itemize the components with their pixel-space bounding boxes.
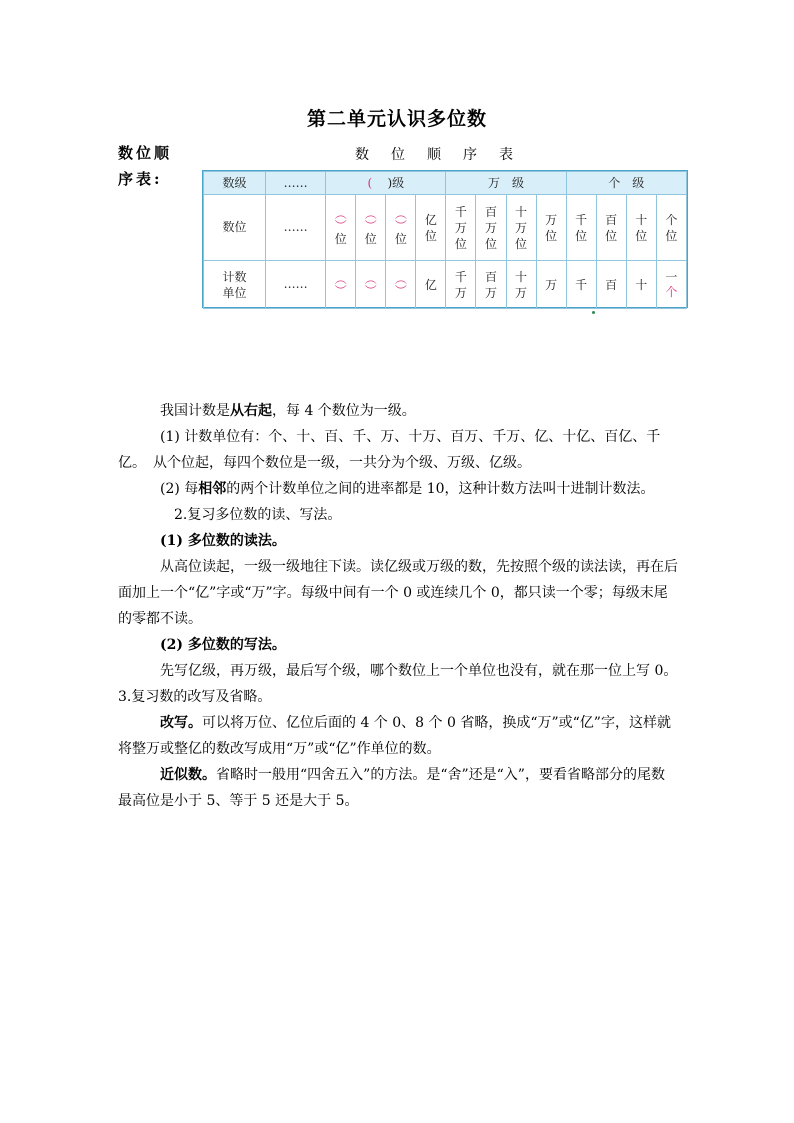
blank-unit-cell: ︵ ︶: [386, 261, 416, 309]
unit-cell: 亿: [416, 261, 446, 309]
paragraph: 从高位读起，一级一级地往下读。读亿级或万级的数，先按照个级的读法读，再在后面加上一个“亿”字或“万”字。每级中间有一个 0 或连续几个 0，都只读一个零；每级末尾的零都不读。: [118, 559, 678, 627]
unit-cell: 千万: [446, 261, 476, 309]
paragraph: 2.复习多位数的读、写法。: [174, 507, 342, 523]
paragraph: 近似数。省略时一般用“四舍五入”的方法。是“舍”还是“入”，要看省略部分的尾数最高位是小于 5、等于 5 还是大于 5。: [118, 767, 665, 809]
decorative-dot: [592, 311, 595, 314]
blank-place-cell: ︵ ︶ 位: [386, 195, 416, 261]
blank-unit-cell: ︵ ︶: [356, 261, 386, 309]
subheading: (2) 多位数的写法。: [160, 637, 286, 653]
unit-cell-answer: 一 个: [656, 261, 686, 309]
yi-level-blank: (: [367, 175, 373, 190]
place-cell: 十万位: [506, 195, 536, 261]
place-cell: 百位: [596, 195, 626, 261]
section-label: 数位顺序表:: [118, 144, 173, 188]
main-content: [118, 398, 685, 814]
ellipsis-cell: ……: [266, 172, 326, 195]
place-row: [204, 195, 687, 261]
table-caption: 数位顺序表: [355, 147, 535, 163]
place-cell: 个位: [656, 195, 686, 261]
ge-level-cell: 个 级: [566, 172, 686, 195]
unit-row: [204, 261, 687, 309]
unit-cell: 百万: [476, 261, 506, 309]
row-label-unit: 计数单位: [204, 261, 266, 309]
blank-place-cell: ︵ ︶ 位: [356, 195, 386, 261]
level-row: [204, 172, 687, 195]
yi-level-suffix: )级: [387, 175, 405, 190]
paragraph: 先写亿级，再万级，最后写个级，哪个数位上一个单位也没有，就在那一位上写 0。 3.复习数的改写及省略。: [118, 663, 685, 705]
row-label-place: 数位: [204, 195, 266, 261]
unit-cell: 十: [626, 261, 656, 309]
paragraph: (1) 计数单位有：个、十、百、千、万、十万、百万、千万、亿、十亿、百亿、千亿。 从个位起，每四个数位是一级，一共分为个级、万级、亿级。: [118, 429, 661, 471]
blank-unit-cell: ︵ ︶: [326, 261, 356, 309]
place-value-table: [202, 170, 688, 308]
paragraph: 改写。可以将万位、亿位后面的 4 个 0、8 个 0 省略，换成“万”或“亿”字，这样就将整万或整亿的数改写成用“万”或“亿”作单位的数。: [118, 715, 671, 757]
wan-level-cell: 万 级: [446, 172, 566, 195]
unit-cell: 百: [596, 261, 626, 309]
blank-place-cell: ︵ ︶ 位: [326, 195, 356, 261]
ellipsis-cell: ……: [266, 261, 326, 309]
place-cell: 千万位: [446, 195, 476, 261]
unit-cell: 十万: [506, 261, 536, 309]
unit-cell: 万: [536, 261, 566, 309]
place-cell: 千位: [566, 195, 596, 261]
unit-cell: 千: [566, 261, 596, 309]
paragraph: 我国计数是从右起，每 4 个数位为一级。: [160, 403, 416, 419]
subheading: (1) 多位数的读法。: [160, 533, 286, 549]
place-cell: 百万位: [476, 195, 506, 261]
place-cell: 亿位: [416, 195, 446, 261]
row-label-level: 数级: [204, 172, 266, 195]
ellipsis-cell: ……: [266, 195, 326, 261]
page-title: 第二单元认识多位数: [306, 108, 487, 130]
yi-level-cell: [326, 172, 446, 195]
paragraph: (2) 每相邻的两个计数单位之间的进率都是 10，这种计数方法叫十进制计数法。: [160, 481, 655, 497]
place-cell: 十位: [626, 195, 656, 261]
place-cell: 万位: [536, 195, 566, 261]
